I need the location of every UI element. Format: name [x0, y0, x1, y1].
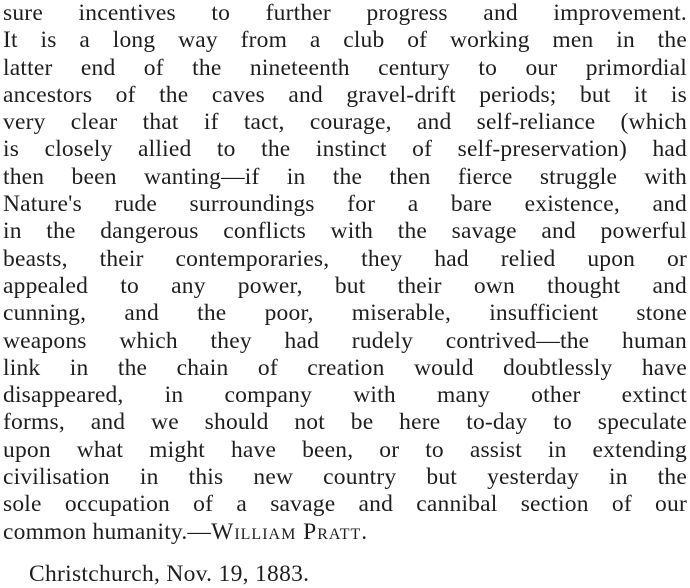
text-line: sure incentives to further progress and improvement. — [3, 0, 687, 26]
text-line: forms, and we should not be here to-day to speculate — [3, 409, 687, 436]
text-line: beasts, their contemporaries, they had relied upon or — [3, 245, 687, 272]
place-and-date: Christchurch, Nov. 19, 1883. — [29, 561, 310, 587]
text-line: It is a long way from a club of working men in the — [3, 27, 687, 54]
text-line: disappeared, in company with many other extinct — [3, 382, 687, 409]
letter-paragraph — [3, 0, 687, 546]
final-text-line — [3, 519, 687, 546]
text-line: is closely allied to the instinct of self-preservation) had — [3, 136, 687, 163]
text-line: upon what might have been, or to assist in extending — [3, 436, 687, 463]
text-line: latter end of the nineteenth century to our primordial — [3, 54, 687, 81]
final-line-text: common humanity.— — [3, 518, 212, 545]
text-line: cunning, and the poor, miserable, insufficient stone — [3, 300, 687, 327]
text-line: weapons which they had rudely contrived—the human — [3, 327, 687, 354]
author-signature: William Pratt. — [211, 518, 369, 545]
text-line: sole occupation of a savage and cannibal section of our — [3, 491, 687, 518]
text-line: link in the chain of creation would doubtlessly have — [3, 354, 687, 381]
text-line: civilisation in this new country but yesterday in the — [3, 464, 687, 491]
text-line: ancestors of the caves and gravel-drift periods; but it is — [3, 81, 687, 108]
text-line: Nature's rude surroundings for a bare existence, and — [3, 191, 687, 218]
text-line: appealed to any power, but their own thought and — [3, 272, 687, 299]
text-line: then been wanting—if in the then fierce struggle with — [3, 163, 687, 190]
text-line: in the dangerous conflicts with the savage and powerful — [3, 218, 687, 245]
text-line: very clear that if tact, courage, and self-reliance (which — [3, 109, 687, 136]
